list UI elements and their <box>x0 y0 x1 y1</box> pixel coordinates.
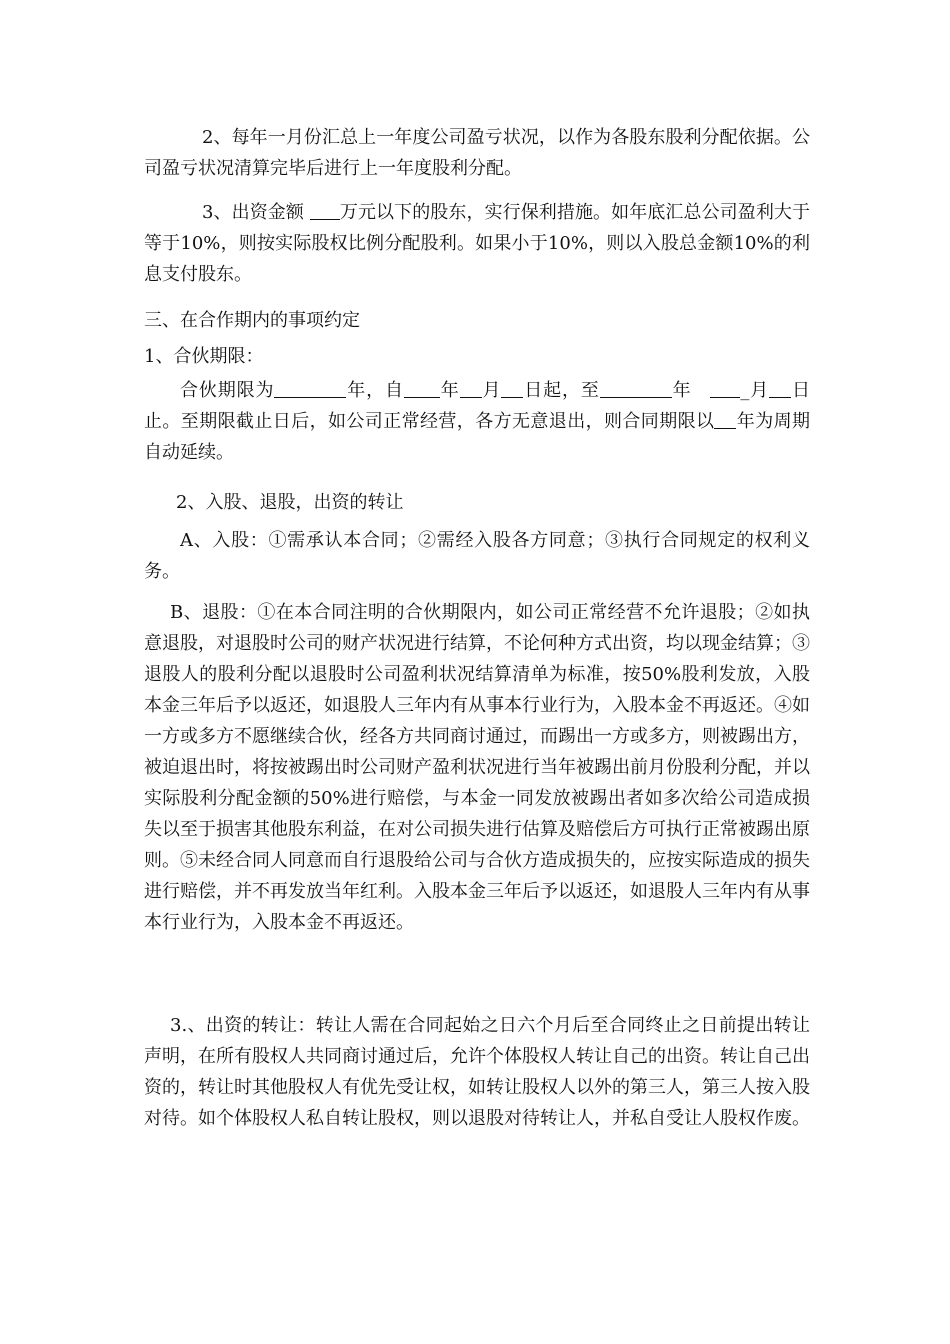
paragraph-withdrawal: B、退股：①在本合同注明的合伙期限内，如公司正常经营不允许退股；②如执意退股，对退股时公司的财产状况进行结算，不论何种方式出资，均以现金结算；③退股人的股利分配以退股时公司盈利状况结算清单为标准，按50%股利发放，入股本金三年后予以返还，如退股人三年内有从事本行业行为，入股本金不再返还。④如一方或多方不愿继续合伙，经各方共同商讨通过，而踢出一方或多方，则被踢出方，被迫退出时，将按被踢出时公司财产盈利状况进行当年被踢出前月份股利分配，并以实际股利分配金额的50%进行赔偿，与本金一同发放被踢出者如多次给公司造成损失以至于损害其他股东利益，在对公司损失进行估算及赔偿后方可执行正常被踢出原则。⑤未经合同人同意而自行退股给公司与合伙方造成损失的，应按实际造成的损失进行赔偿，并不再发放当年红利。入股本金三年后予以返还，如退股人三年内有从事本行业行为，入股本金不再返还。 <box>144 602 810 933</box>
text-segment: 年，自 <box>346 380 404 401</box>
blank-field-end-day[interactable] <box>769 379 791 398</box>
item-title-partnership-term: 1、合伙期限： <box>144 346 264 367</box>
blank-field-start-month[interactable] <box>460 379 482 398</box>
text-segment: 日止。至期限截止日后，如公司正常经营，各方无意退出，则合同期限以 <box>144 380 810 432</box>
text-segment: 月 <box>481 380 502 401</box>
blank-field-end-month[interactable] <box>710 379 740 398</box>
blank-field-start-year[interactable] <box>404 379 440 398</box>
text-segment: 年为周期自动延续。 <box>144 411 811 463</box>
paragraph-guaranteed-profit <box>144 197 810 290</box>
text-segment: _月 <box>740 380 770 401</box>
item-title-share-transfer: 2、入股、退股，出资的转让 <box>176 492 404 513</box>
paragraph-capital-transfer: 3.、出资的转让：转让人需在合同起始之日六个月后至合同终止之日前提出转让声明，在所有股权人共同商讨通过后，允许个体股权人转让自己的出资。转让自己出资的，转让时其他股权人有优先受让权，如转让股权人以外的第三人，第三人按入股对待。如个体股权人私自转让股权，则以退股对待转让人，并私自受让人股权作废。 <box>144 1015 810 1129</box>
paragraph-joining: A、入股：①需承认本合同；②需经入股各方同意；③执行合同规定的权利义务。 <box>144 530 810 582</box>
text-segment: 年 <box>439 380 460 401</box>
paragraph-profit-summary: 2、每年一月份汇总上一年度公司盈亏状况，以作为各股东股利分配依据。公司盈亏状况清算完毕后进行上一年度股利分配。 <box>144 127 810 179</box>
blank-field-renewal-years[interactable] <box>714 410 736 429</box>
text-segment: 年 <box>671 380 711 401</box>
text-segment: 日起，至 <box>523 380 600 401</box>
blank-field-amount[interactable] <box>310 201 340 220</box>
text-segment: 合伙期限为 <box>180 380 275 401</box>
text-segment: 万元以下的股东，实行保利措施。如年底汇总公司盈利大于等于10%，则按实际股权比例分配股利。如果小于10%，则以入股总金额10%的利息支付股东。 <box>144 202 810 285</box>
text-segment: 3、出资金额 <box>202 202 310 223</box>
section-heading-three: 三、在合作期内的事项约定 <box>144 310 360 331</box>
paragraph-partnership-term <box>144 375 810 468</box>
blank-field-end-year[interactable] <box>600 379 672 398</box>
blank-field-start-day[interactable] <box>501 379 523 398</box>
blank-field-years[interactable] <box>274 379 346 398</box>
